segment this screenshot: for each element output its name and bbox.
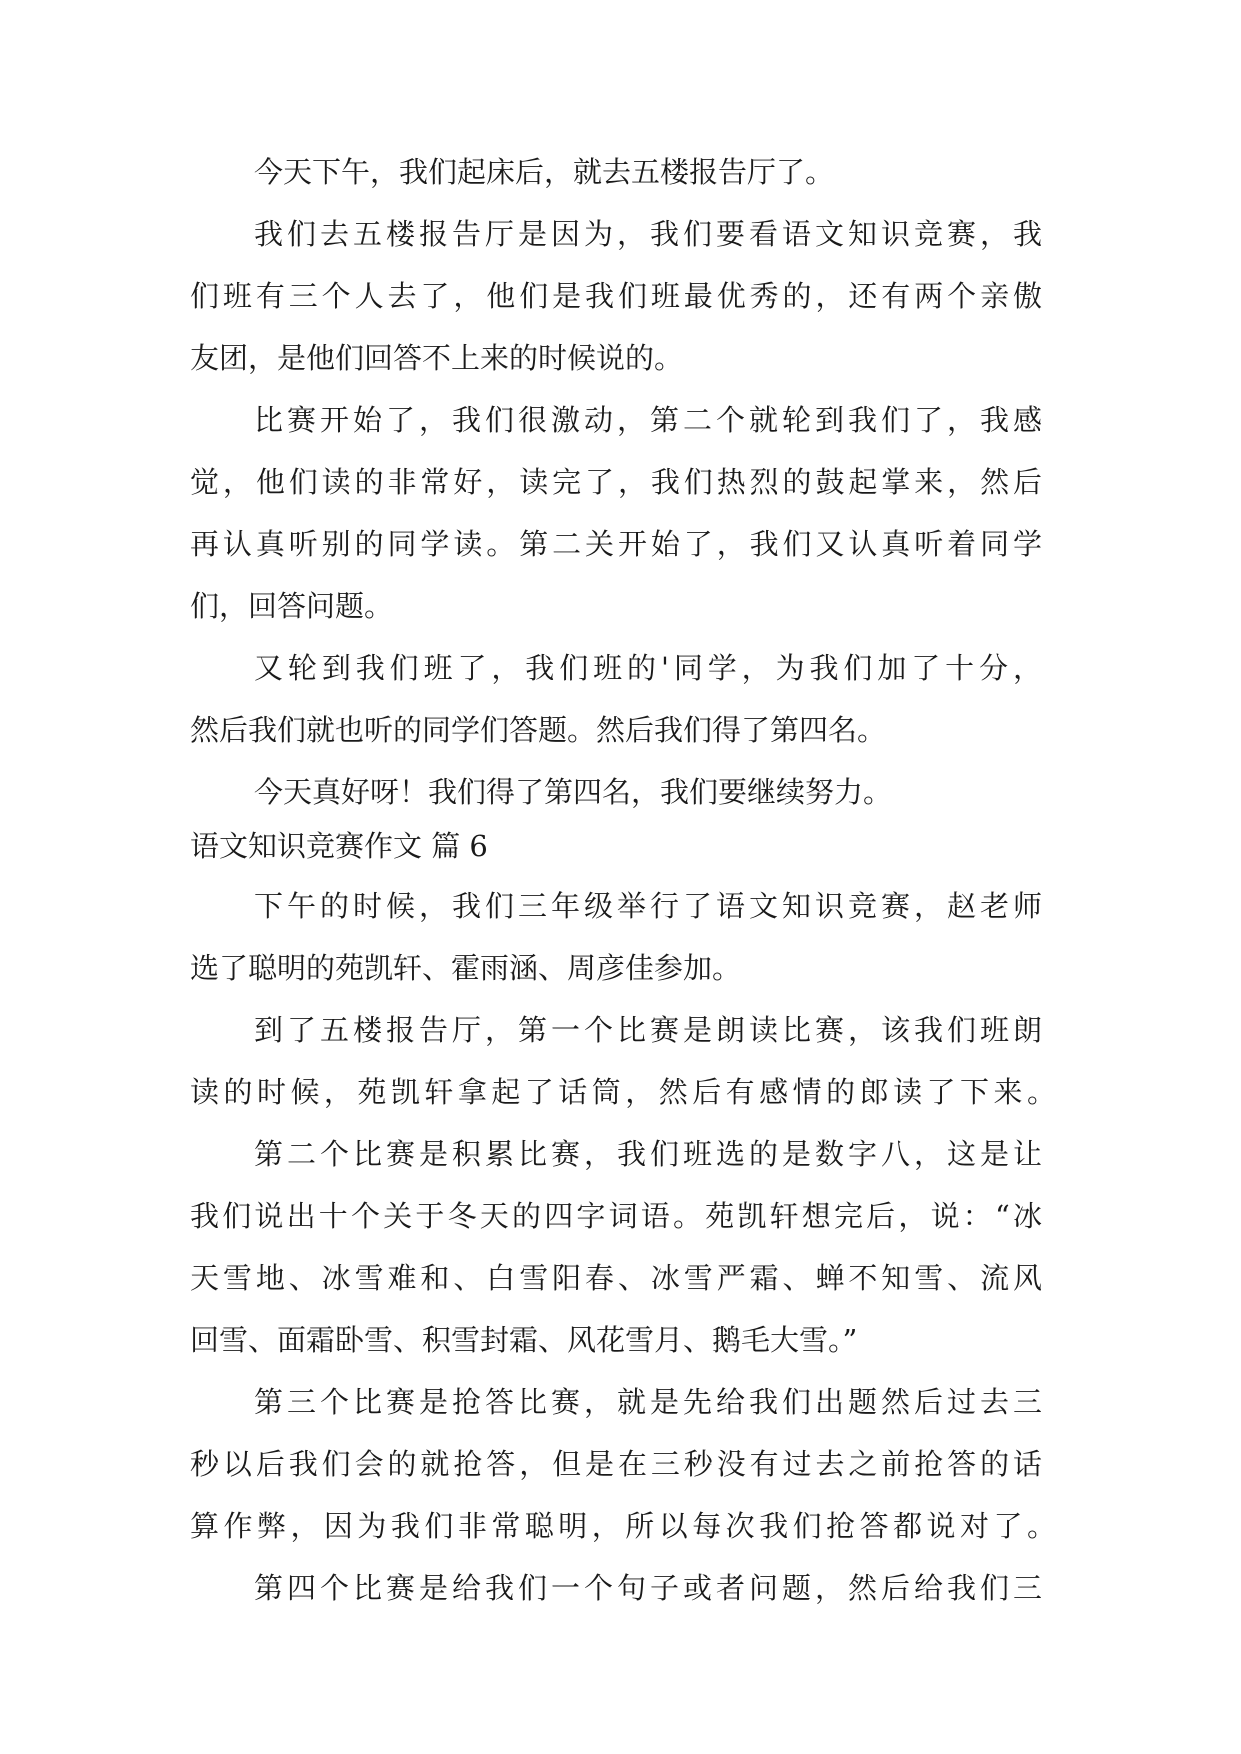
paragraph-4-line-2: 然后我们就也听的同学们答题。然后我们得了第四名。 xyxy=(190,713,887,747)
paragraph-9-line-3: 算作弊，因为我们非常聪明，所以每次我们抢答都说对了。 xyxy=(190,1509,1056,1543)
paragraph-8-line-3: 天雪地、冰雪难和、白雪阳春、冰雪严霜、蝉不知雪、流风 xyxy=(190,1261,1042,1295)
paragraph-6-line-2: 选了聪明的苑凯轩、霍雨涵、周彦佳参加。 xyxy=(190,951,742,985)
section-heading: 语文知识竞赛作文 篇 6 xyxy=(190,829,488,863)
paragraph-3-line-4: 们，回答问题。 xyxy=(190,589,394,623)
paragraph-4-line-1: 又轮到我们班了，我们班的'同学，为我们加了十分， xyxy=(254,651,1042,685)
paragraph-8-line-4: 回雪、面霜卧雪、积雪封霜、风花雪月、鹅毛大雪。” xyxy=(190,1323,858,1357)
paragraph-2-line-1: 我们去五楼报告厅是因为，我们要看语文知识竞赛，我 xyxy=(254,217,1042,251)
paragraph-7-line-1: 到了五楼报告厅，第一个比赛是朗读比赛，该我们班朗 xyxy=(254,1013,1042,1047)
paragraph-9-line-2: 秒以后我们会的就抢答，但是在三秒没有过去之前抢答的话 xyxy=(190,1447,1042,1481)
paragraph-2-line-2: 们班有三个人去了，他们是我们班最优秀的，还有两个亲傲 xyxy=(190,279,1042,313)
paragraph-8-line-2: 我们说出十个关于冬天的四字词语。苑凯轩想完后，说：“冰 xyxy=(190,1199,1042,1233)
paragraph-10-line-1: 第四个比赛是给我们一个句子或者问题，然后给我们三 xyxy=(254,1571,1042,1605)
paragraph-8-line-1: 第二个比赛是积累比赛，我们班选的是数字八，这是让 xyxy=(254,1137,1042,1171)
paragraph-1-line-1: 今天下午，我们起床后，就去五楼报告厅了。 xyxy=(254,155,835,189)
paragraph-3-line-2: 觉，他们读的非常好，读完了，我们热烈的鼓起掌来，然后 xyxy=(190,465,1042,499)
paragraph-6-line-1: 下午的时候，我们三年级举行了语文知识竞赛，赵老师 xyxy=(254,889,1042,923)
paragraph-5-line-1: 今天真好呀！我们得了第四名，我们要继续努力。 xyxy=(254,775,893,809)
paragraph-3-line-3: 再认真听别的同学读。第二关开始了，我们又认真听着同学 xyxy=(190,527,1042,561)
paragraph-9-line-1: 第三个比赛是抢答比赛，就是先给我们出题然后过去三 xyxy=(254,1385,1042,1419)
paragraph-7-line-2: 读的时候，苑凯轩拿起了话筒，然后有感情的郎读了下来。 xyxy=(190,1075,1056,1109)
paragraph-3-line-1: 比赛开始了，我们很激动，第二个就轮到我们了，我感 xyxy=(254,403,1042,437)
paragraph-2-line-3: 友团，是他们回答不上来的时候说的。 xyxy=(190,341,684,375)
